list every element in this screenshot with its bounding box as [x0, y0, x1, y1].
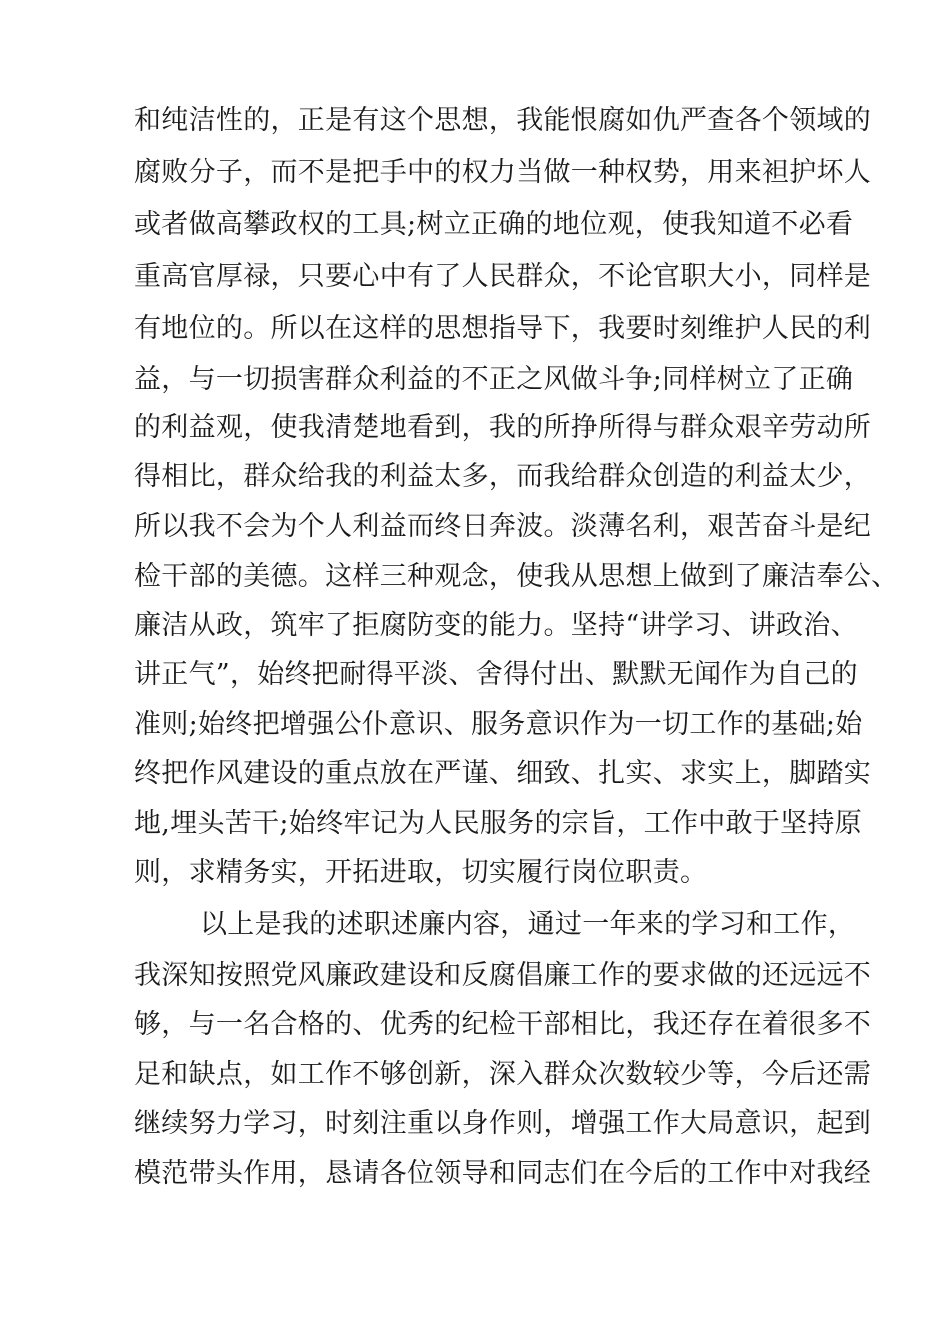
- text-line: 和纯洁性的，正是有这个思想，我能恨腐如仇严查各个领域的: [134, 105, 872, 136]
- text-line: 所以我不会为个人利益而终日奔波。淡薄名利，艰苦奋斗是纪: [134, 511, 872, 542]
- text-line: 腐败分子，而不是把手中的权力当做一种权势，用来袒护坏人: [134, 157, 872, 188]
- text-line: 终把作风建设的重点放在严谨、细致、扎实、求实上，脚踏实: [134, 758, 872, 789]
- text-line: 讲正气”，始终把耐得平淡、舍得付出、默默无闻作为自己的: [134, 659, 858, 690]
- text-line: 有地位的。所以在这样的思想指导下，我要时刻维护人民的利: [134, 313, 872, 344]
- text-line: 准则;始终把增强公仆意识、服务意识作为一切工作的基础;始: [134, 709, 863, 740]
- text-line: 模范带头作用，恳请各位领导和同志们在今后的工作中对我经: [134, 1158, 872, 1189]
- text-line: 的利益观，使我清楚地看到，我的所挣所得与群众艰辛劳动所: [134, 412, 872, 443]
- text-line: 廉洁从政，筑牢了拒腐防变的能力。坚持“讲学习、讲政治、: [134, 610, 858, 641]
- text-line: 我深知按照党风廉政建设和反腐倡廉工作的要求做的还远远不: [134, 960, 872, 991]
- text-line: 重高官厚禄，只要心中有了人民群众，不论官职大小，同样是: [134, 261, 872, 292]
- text-line: 或者做高攀政权的工具;树立正确的地位观，使我知道不必看: [134, 209, 854, 240]
- text-line: 足和缺点，如工作不够创新，深入群众次数较少等，今后还需: [134, 1059, 872, 1090]
- text-line: 继续努力学习，时刻注重以身作则，增强工作大局意识，起到: [134, 1108, 872, 1139]
- text-line: 得相比，群众给我的利益太多，而我给群众创造的利益太少，: [134, 461, 872, 492]
- text-line: 地,埋头苦干;始终牢记为人民服务的宗旨，工作中敢于坚持原: [134, 808, 863, 839]
- text-line: 够，与一名合格的、优秀的纪检干部相比，我还存在着很多不: [134, 1009, 872, 1040]
- text-line: 则，求精务实，开拓进取，切实履行岗位职责。: [134, 857, 708, 888]
- text-line: 益，与一切损害群众利益的不正之风做斗争;同样树立了正确: [134, 364, 854, 395]
- text-line: 以上是我的述职述廉内容，通过一年来的学习和工作，: [200, 909, 856, 940]
- text-line: 检干部的美德。这样三种观念，使我从思想上做到了廉洁奉公、: [134, 561, 899, 592]
